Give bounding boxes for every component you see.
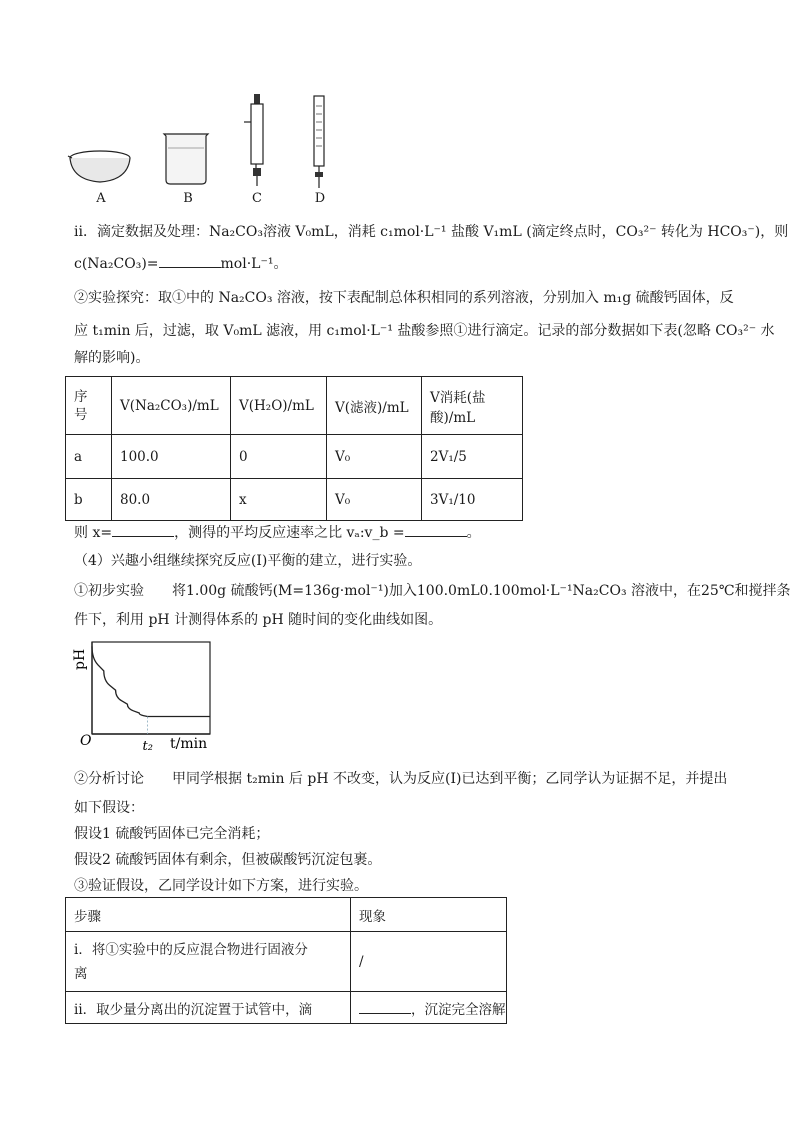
verification-table	[65, 897, 507, 1024]
answer-blank-1[interactable]	[159, 253, 221, 268]
q2-line2: 应 t₁min 后，过滤，取 V₀mL 滤液，用 c₁mol·L⁻¹ 盐酸参照①进行滴定。记录的部分数据如下表(忽略 CO₃²⁻ 水	[74, 323, 775, 339]
q4-2-line1: ②分析讨论 甲同学根据 t₂min 后 pH 不改变，认为反应(Ⅰ)已达到平衡；乙同学认为证据不足，并提出	[74, 771, 728, 787]
table-row	[66, 479, 523, 521]
x-axis-label: t/min	[170, 736, 208, 752]
apparatus-drawings	[60, 92, 360, 200]
hypothesis-2: 假设2 硫酸钙固体有剩余，但被碳酸钙沉淀包裹。	[74, 852, 382, 868]
q2-line1: ②实验探究：取①中的 Na₂CO₃ 溶液，按下表配制总体积相同的系列溶液，分别加入 m₁g 硫酸钙固体，反	[74, 290, 734, 306]
after-table-line	[74, 522, 481, 544]
table-cell-step-2: ⅱ．取少量分离出的沉淀置于试管中，滴	[66, 992, 351, 1024]
burette-c-icon	[244, 94, 263, 186]
table-header-row	[66, 377, 523, 435]
x-tick-label-t2: t₂	[142, 739, 153, 754]
table-row	[66, 435, 523, 479]
step-1-line2: 离	[74, 965, 88, 982]
apparatus-label-a: A	[96, 191, 106, 206]
q4-line1: ①初步实验 将1.00g 硫酸钙(M=136g·mol⁻¹)加入100.0mL0.100mol·L⁻¹Na₂CO₃ 溶液中，在25℃和搅拌条	[74, 583, 791, 599]
table-row	[66, 932, 507, 992]
table-cell: V₀	[327, 479, 422, 521]
y-axis-label: pH	[72, 648, 88, 670]
q2-line3: 解的影响)。	[74, 350, 150, 366]
apparatus-label-c: C	[252, 191, 262, 206]
q-ii-line2	[74, 253, 287, 275]
q-ii-line2-suffix: mol·L⁻¹。	[220, 256, 288, 272]
phenomenon-2-suffix: ，沉淀完全溶解	[411, 1001, 506, 1018]
q-ii-line2-prefix: c(Na₂CO₃)=	[74, 256, 159, 272]
table-cell: x	[231, 479, 327, 521]
table-cell: 0	[231, 435, 327, 479]
ph-chart	[70, 636, 230, 756]
after-table-suffix: 。	[466, 525, 481, 541]
q4-line2: 件下，利用 pH 计测得体系的 pH 随时间的变化曲线如图。	[74, 612, 443, 628]
table-header-step: 步骤	[66, 898, 351, 932]
table-header-seq-line1: 序	[74, 388, 88, 405]
table-cell: V₀	[327, 435, 422, 479]
table-cell: 3V₁/10	[422, 479, 523, 521]
table-cell: a	[66, 435, 112, 479]
q4-2-line2: 如下假设：	[74, 800, 144, 816]
origin-label: O	[80, 733, 92, 749]
q-ii-line1: ii．滴定数据及处理：Na₂CO₃溶液 V₀mL，消耗 c₁mol·L⁻¹ 盐酸 V₁mL (滴定终点时，CO₃²⁻ 转化为 HCO₃⁻)，则	[74, 224, 789, 240]
table-cell: 80.0	[112, 479, 231, 521]
table-row	[66, 992, 507, 1024]
table-header-seq	[66, 377, 112, 435]
answer-blank-2[interactable]	[112, 522, 174, 537]
evaporating-dish-icon	[68, 151, 130, 182]
burette-d-icon	[314, 96, 324, 188]
step-1-line1: ⅰ．将①实验中的反应混合物进行固液分	[74, 941, 308, 958]
table-header-phenomenon: 现象	[351, 898, 507, 932]
table-cell-phenomenon-2	[351, 992, 507, 1024]
answer-blank-4[interactable]	[359, 999, 411, 1014]
beaker-icon	[164, 134, 208, 184]
chart-frame	[92, 642, 210, 734]
table-cell-step-1	[66, 932, 351, 992]
table-header-seq-line2: 号	[74, 406, 88, 423]
table-header-row	[66, 898, 507, 932]
table-cell-phenomenon-1: /	[351, 932, 507, 992]
table-cell: 100.0	[112, 435, 231, 479]
table-header-hcl: V消耗(盐酸)/mL	[422, 377, 523, 435]
table-cell: b	[66, 479, 112, 521]
table-header-filtrate: V(滤液)/mL	[327, 377, 422, 435]
table-header-h2o: V(H₂O)/mL	[231, 377, 327, 435]
q4-intro: （4）兴趣小组继续探究反应(Ⅰ)平衡的建立，进行实验。	[74, 553, 422, 569]
q4-3-line: ③验证假设，乙同学设计如下方案，进行实验。	[74, 878, 368, 894]
answer-blank-3[interactable]	[405, 522, 467, 537]
after-table-middle: ，测得的平均反应速率之比 vₐ:v_b =	[174, 525, 405, 541]
ph-series-line	[92, 646, 210, 716]
data-table	[65, 376, 523, 521]
table-cell: 2V₁/5	[422, 435, 523, 479]
after-table-prefix: 则 x=	[74, 525, 113, 541]
apparatus-label-b: B	[183, 191, 193, 206]
hypothesis-1: 假设1 硫酸钙固体已完全消耗；	[74, 826, 270, 842]
apparatus-label-d: D	[314, 191, 326, 206]
table-header-na2co3: V(Na₂CO₃)/mL	[112, 377, 231, 435]
